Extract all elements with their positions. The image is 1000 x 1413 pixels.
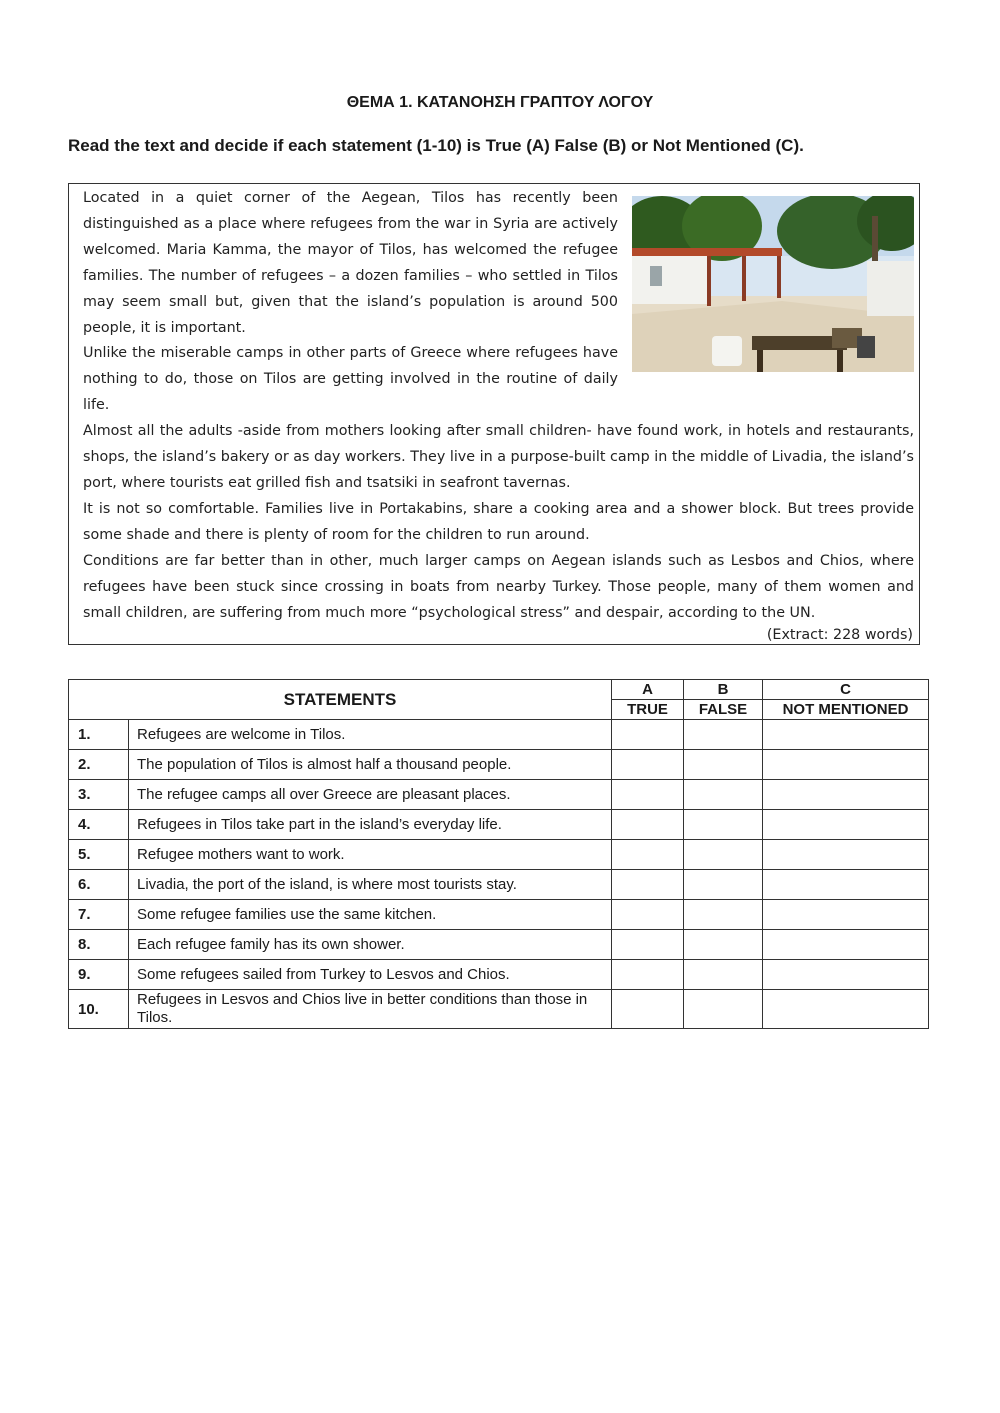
extract-note: (Extract: 228 words): [766, 627, 913, 643]
table-row: [69, 780, 929, 810]
answer-cell-not-mentioned[interactable]: [763, 900, 929, 930]
camp-photo-image: [632, 196, 914, 372]
answer-cell-not-mentioned[interactable]: [763, 930, 929, 960]
answer-cell-true[interactable]: [612, 720, 684, 750]
statement-text: Some refugees sailed from Turkey to Lesvos and Chios.: [129, 960, 612, 990]
table-row: [69, 840, 929, 870]
table-row: [69, 870, 929, 900]
answer-cell-not-mentioned[interactable]: [763, 750, 929, 780]
table-row: [69, 960, 929, 990]
answer-cell-true[interactable]: [612, 960, 684, 990]
table-row: [69, 930, 929, 960]
statement-text: The refugee camps all over Greece are pleasant places.: [129, 780, 612, 810]
answer-cell-false[interactable]: [684, 960, 763, 990]
answer-cell-not-mentioned[interactable]: [763, 780, 929, 810]
answer-cell-true[interactable]: [612, 990, 684, 1029]
statement-text: Refugee mothers want to work.: [129, 840, 612, 870]
row-number: 5.: [69, 840, 129, 870]
col-c-label: NOT MENTIONED: [763, 700, 929, 720]
col-a-label: TRUE: [612, 700, 684, 720]
answer-cell-true[interactable]: [612, 900, 684, 930]
answer-cell-false[interactable]: [684, 720, 763, 750]
row-number: 6.: [69, 870, 129, 900]
answer-cell-true[interactable]: [612, 780, 684, 810]
col-b-letter: B: [684, 680, 763, 700]
answer-cell-not-mentioned[interactable]: [763, 870, 929, 900]
col-b-label: FALSE: [684, 700, 763, 720]
col-a-letter: A: [612, 680, 684, 700]
statement-text: Livadia, the port of the island, is where most tourists stay.: [129, 870, 612, 900]
answer-cell-false[interactable]: [684, 900, 763, 930]
answer-cell-false[interactable]: [684, 990, 763, 1029]
row-number: 2.: [69, 750, 129, 780]
answer-cell-not-mentioned[interactable]: [763, 840, 929, 870]
answer-cell-false[interactable]: [684, 810, 763, 840]
answer-cell-not-mentioned[interactable]: [763, 720, 929, 750]
paragraph-5: Conditions are far better than in other, much larger camps on Aegean islands such as Lesbos and Chios, where refugees have been stuck since crossing in boats from nearby Turkey. Those people, many of them women and small children, are suffering from much more “psychological stress” and despair, according to the UN.: [83, 552, 914, 621]
answer-cell-not-mentioned[interactable]: [763, 960, 929, 990]
row-number: 8.: [69, 930, 129, 960]
row-number: 7.: [69, 900, 129, 930]
statement-text: Refugees in Tilos take part in the island’s everyday life.: [129, 810, 612, 840]
col-c-letter: C: [763, 680, 929, 700]
paragraph-2: Unlike the miserable camps in other parts of Greece where refugees have nothing to do, those on Tilos are getting involved in the routine of daily life.: [83, 345, 618, 414]
answer-cell-false[interactable]: [684, 780, 763, 810]
table-row: [69, 810, 929, 840]
row-number: 10.: [69, 990, 129, 1029]
page-heading: ΘΕΜΑ 1. ΚΑΤΑΝΟΗΣΗ ΓΡΑΠΤΟΥ ΛΟΓΟΥ: [346, 94, 654, 111]
answer-cell-true[interactable]: [612, 840, 684, 870]
paragraph-3: Almost all the adults -aside from mothers looking after small children- have found work, in hotels and restaurants, shops, the island’s bakery or as day workers. They live in a purpose-built camp in the middle of Livadia, the island’s port, where tourists eat grilled fish and tsatsiki in seafront tavernas.: [83, 423, 914, 491]
paragraph-4: It is not so comfortable. Families live in Portakabins, share a cooking area and a shower block. But trees provide some shade and there is plenty of room for the children to run around.: [83, 500, 914, 543]
statement-text: The population of Tilos is almost half a thousand people.: [129, 750, 612, 780]
statement-text: Refugees in Lesvos and Chios live in better conditions than those in Tilos.: [129, 990, 612, 1029]
statement-text: Some refugee families use the same kitchen.: [129, 900, 612, 930]
reading-passage-box: [68, 183, 920, 645]
answer-cell-not-mentioned[interactable]: [763, 810, 929, 840]
answer-cell-true[interactable]: [612, 930, 684, 960]
answer-cell-false[interactable]: [684, 930, 763, 960]
answer-cell-false[interactable]: [684, 870, 763, 900]
row-number: 9.: [69, 960, 129, 990]
row-number: 4.: [69, 810, 129, 840]
statement-text: Each refugee family has its own shower.: [129, 930, 612, 960]
answer-cell-false[interactable]: [684, 750, 763, 780]
answer-cell-true[interactable]: [612, 750, 684, 780]
table-row: [69, 750, 929, 780]
row-number: 1.: [69, 720, 129, 750]
table-row: [69, 720, 929, 750]
table-row: [69, 990, 929, 1029]
statements-header: STATEMENTS: [69, 680, 612, 720]
table-row: [69, 900, 929, 930]
reading-passage: [83, 186, 914, 626]
answer-cell-false[interactable]: [684, 840, 763, 870]
paragraph-1: Located in a quiet corner of the Aegean, Tilos has recently been distinguished as a place where refugees from the war in Syria are actively welcomed. Maria Kamma, the mayor of Tilos, has welcomed the refugee families. The number of refugees – a dozen families – who settled in Tilos may seem small but, given that the island’s population is around 500 people, it is important.: [83, 190, 618, 336]
camp-photo: [632, 196, 914, 372]
statement-text: Refugees are welcome in Tilos.: [129, 720, 612, 750]
row-number: 3.: [69, 780, 129, 810]
statements-table: [68, 679, 929, 1029]
answer-cell-true[interactable]: [612, 870, 684, 900]
answer-cell-true[interactable]: [612, 810, 684, 840]
answer-cell-not-mentioned[interactable]: [763, 990, 929, 1029]
instructions: Read the text and decide if each statement (1-10) is True (A) False (B) or Not Mentioned (C).: [68, 136, 804, 155]
